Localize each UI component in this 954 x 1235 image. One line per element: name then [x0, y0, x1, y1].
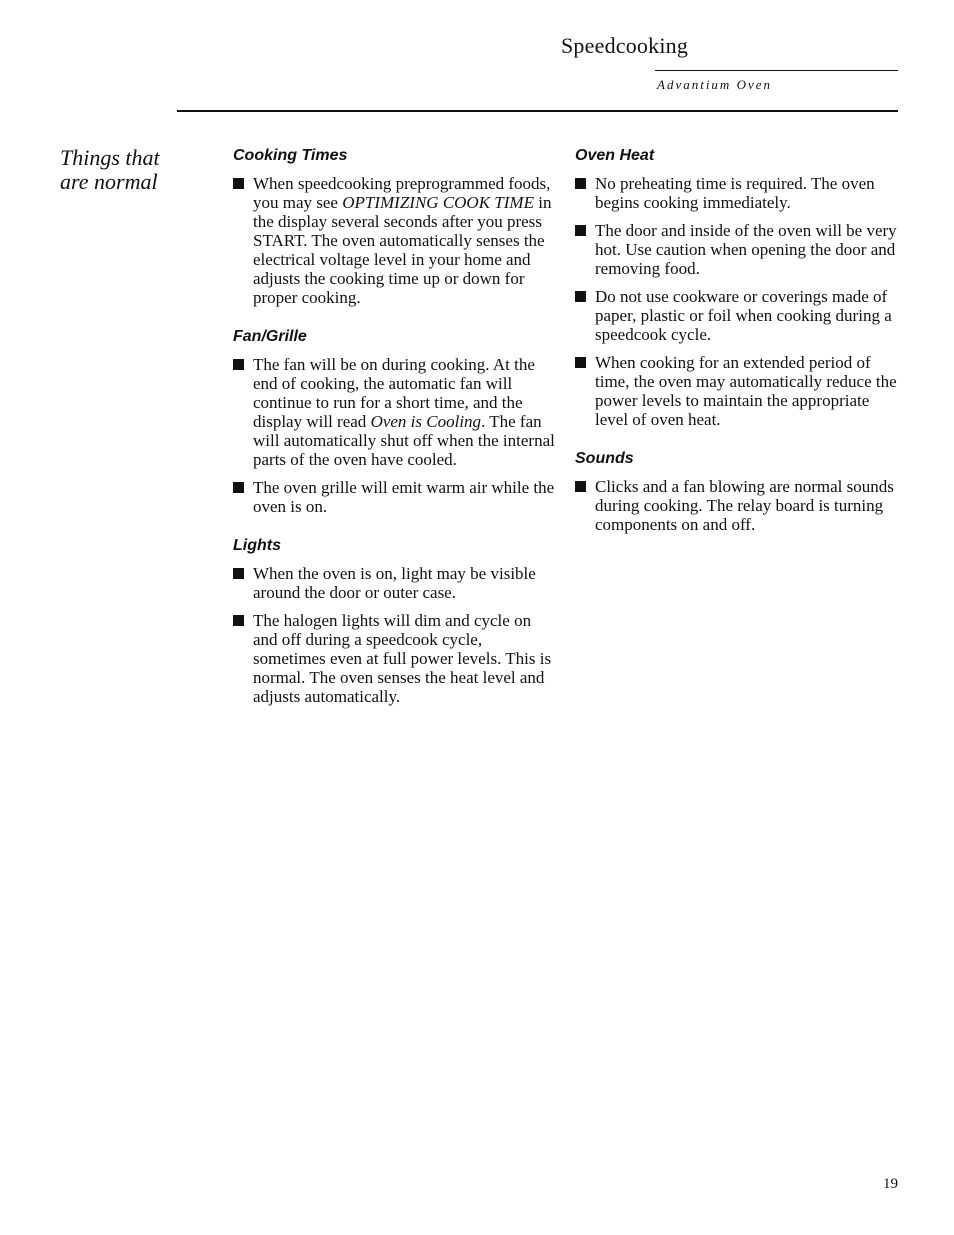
- list-item: [233, 174, 558, 307]
- page-number: 19: [883, 1176, 898, 1192]
- square-bullet-icon: [575, 225, 586, 236]
- list-item: [233, 355, 558, 469]
- item-text: The fan will be on during cooking. At the end of cooking, the automatic fan will continue to run for a short time, and the display will read: [253, 355, 535, 431]
- section-heading: Lights: [233, 537, 281, 554]
- list-item: [575, 477, 900, 534]
- list-item: [575, 287, 900, 344]
- item-text: When cooking for an extended period of time, the oven may automatically reduce the power levels to maintain the appropriate level of oven heat.: [595, 353, 897, 429]
- header-rule: [177, 110, 898, 112]
- section-oven-heat: [575, 146, 900, 429]
- section-fan-grille: [233, 327, 558, 516]
- subtitle-rule: [655, 70, 898, 71]
- list-item: [575, 353, 900, 429]
- display-message: Oven is Cooling: [370, 412, 482, 431]
- page-title: Speedcooking: [561, 33, 689, 58]
- list-item: [575, 221, 900, 278]
- square-bullet-icon: [233, 615, 244, 626]
- section-heading: Fan/Grille: [233, 328, 307, 345]
- section-heading: Oven Heat: [575, 147, 655, 164]
- square-bullet-icon: [233, 178, 244, 189]
- item-text: The oven grille will emit warm air while the oven is on.: [253, 478, 555, 516]
- square-bullet-icon: [575, 178, 586, 189]
- bullet-list: [233, 564, 558, 706]
- item-text: No preheating time is required. The oven begins cooking immediately.: [595, 174, 875, 212]
- square-bullet-icon: [575, 291, 586, 302]
- section-cooking-times: [233, 146, 558, 307]
- list-item: [233, 564, 558, 602]
- item-text: Clicks and a fan blowing are normal sounds during cooking. The relay board is turning components on and off.: [595, 477, 894, 534]
- side-heading-line-2: are normal: [60, 169, 158, 194]
- section-sounds: [575, 449, 900, 534]
- bullet-list: [575, 477, 900, 534]
- item-text: When speedcooking preprogrammed foods, you may see: [253, 174, 551, 212]
- item-text: Do not use cookware or coverings made of paper, plastic or foil when cooking during a speedcook cycle.: [595, 287, 892, 344]
- right-column: [575, 146, 900, 554]
- page-subtitle: Advantium Oven: [657, 77, 773, 92]
- side-heading: [60, 146, 185, 194]
- bullet-list: [575, 174, 900, 429]
- list-item: [233, 611, 558, 706]
- bullet-list: [233, 355, 558, 516]
- item-text: The halogen lights will dim and cycle on and off during a speedcook cycle, sometimes even at full power levels. This is normal. The oven senses the heat level and adjusts automatically.: [253, 611, 552, 706]
- bullet-list: [233, 174, 558, 307]
- square-bullet-icon: [575, 481, 586, 492]
- square-bullet-icon: [233, 359, 244, 370]
- section-lights: [233, 536, 558, 706]
- item-text: When the oven is on, light may be visible around the door or outer case.: [253, 564, 536, 602]
- square-bullet-icon: [233, 568, 244, 579]
- list-item: [575, 174, 900, 212]
- item-text-continued: in the display several seconds after you press START. The oven automatically senses the electrical voltage level in your home and adjusts the cooking time up or down for proper cooking.: [253, 193, 552, 307]
- display-message: OPTIMIZING COOK TIME: [342, 193, 534, 212]
- section-heading: Sounds: [575, 450, 634, 467]
- list-item: [233, 478, 558, 516]
- section-heading: Cooking Times: [233, 147, 348, 164]
- side-heading-line-1: Things that: [60, 145, 160, 170]
- square-bullet-icon: [233, 482, 244, 493]
- item-text: The door and inside of the oven will be very hot. Use caution when opening the door and removing food.: [595, 221, 897, 278]
- item-text-continued: . The fan will automatically shut off when the internal parts of the oven have cooled.: [253, 412, 555, 469]
- square-bullet-icon: [575, 357, 586, 368]
- left-column: [233, 146, 558, 726]
